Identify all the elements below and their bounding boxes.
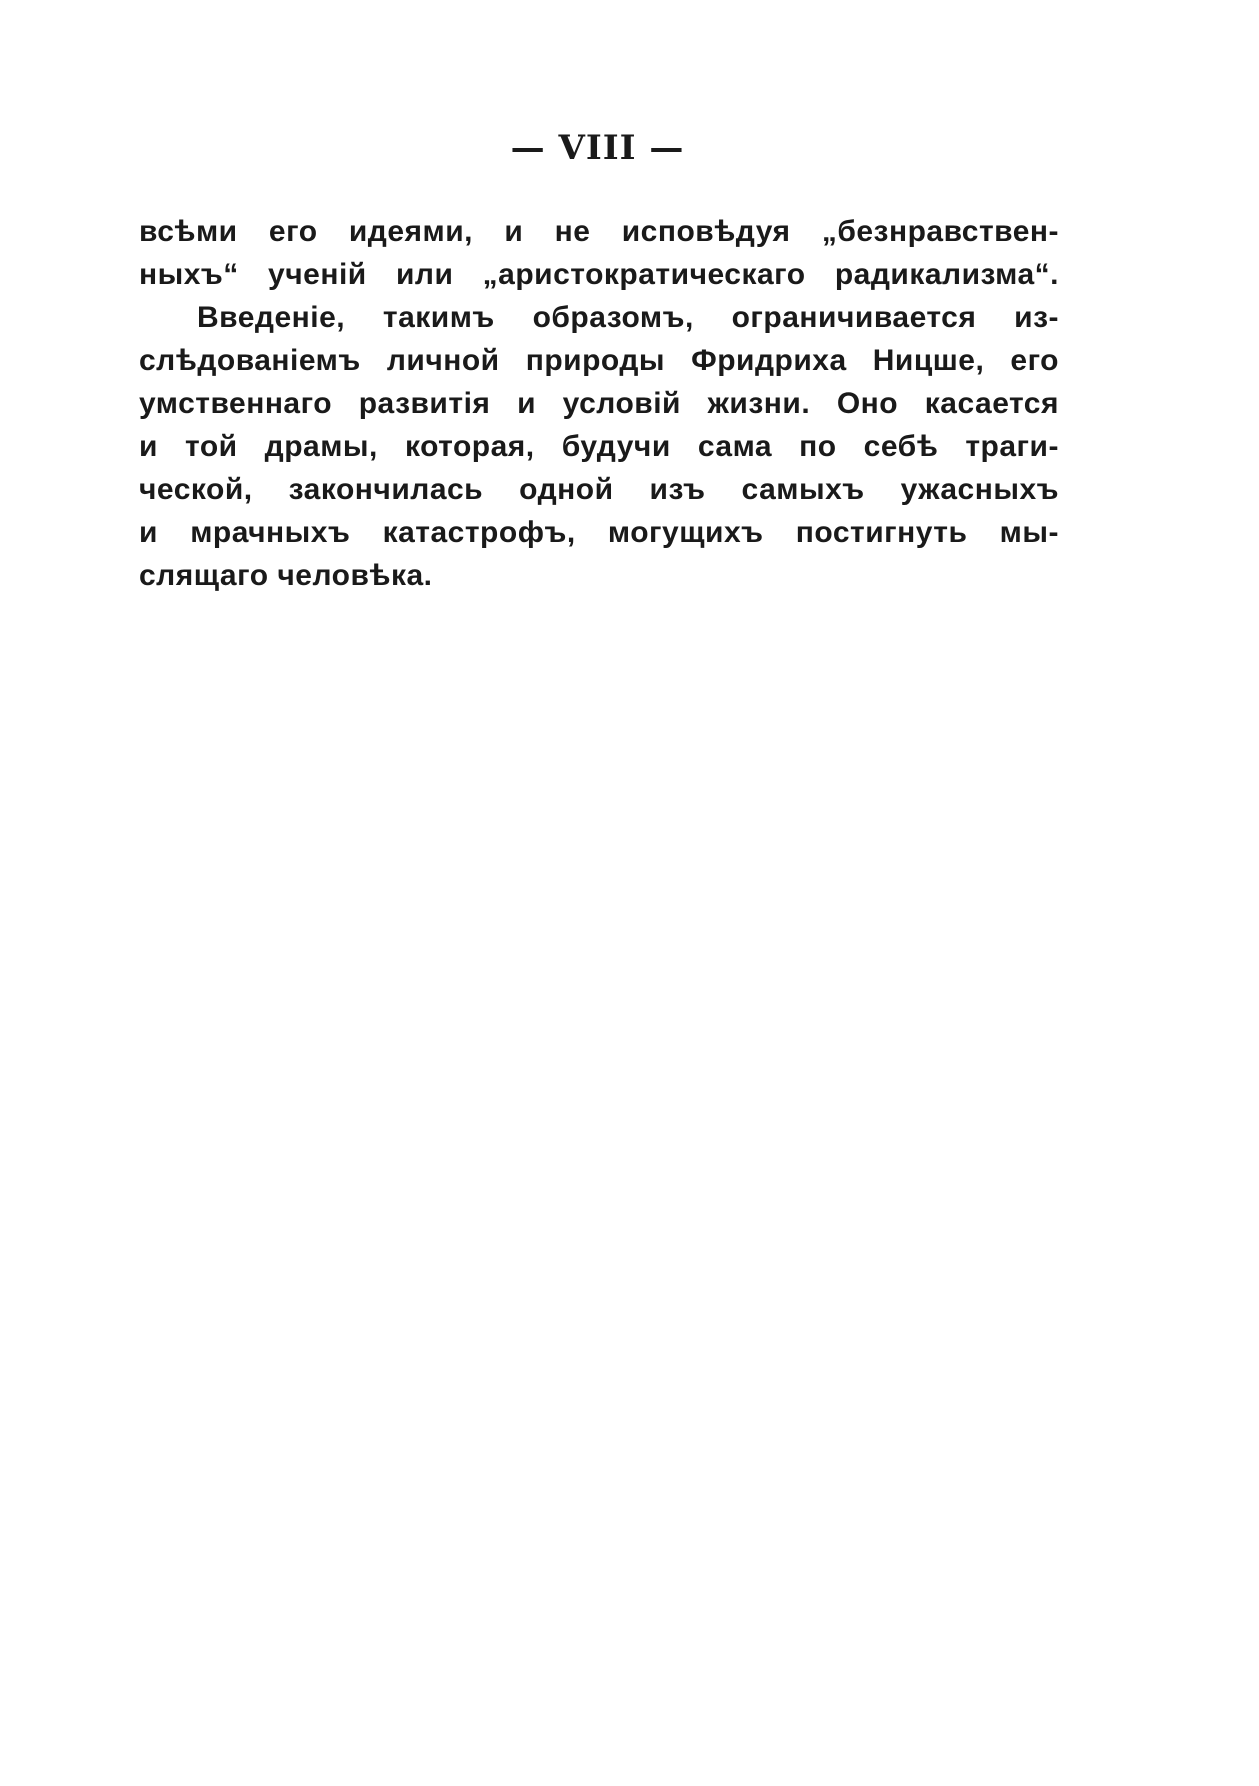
paragraph-first-line: Введеніе, такимъ образомъ, ограничивается из- xyxy=(197,301,1059,334)
text-line: ческой, закончилась одной изъ самыхъ ужасныхъ xyxy=(139,473,1059,506)
text-line: слѣдованіемъ личной природы Фридриха Ницше, его xyxy=(139,344,1059,377)
text-line: и мрачныхъ катастрофъ, могущихъ постигнуть мы- xyxy=(139,516,1059,549)
paragraph-last-line: слящаго человѣка. xyxy=(139,559,433,592)
text-line: ныхъ“ ученій или „аристократическаго радикализма“. xyxy=(139,258,1059,291)
text-line: и той драмы, которая, будучи сама по себѣ траги- xyxy=(139,430,1059,463)
page-number: — VIII — xyxy=(510,128,685,168)
text-line: умственнаго развитія и условій жизни. Оно касается xyxy=(139,387,1059,420)
body-text xyxy=(139,210,1059,597)
text-line: всѣми его идеями, и не исповѣдуя „безнравствен- xyxy=(139,215,1059,248)
